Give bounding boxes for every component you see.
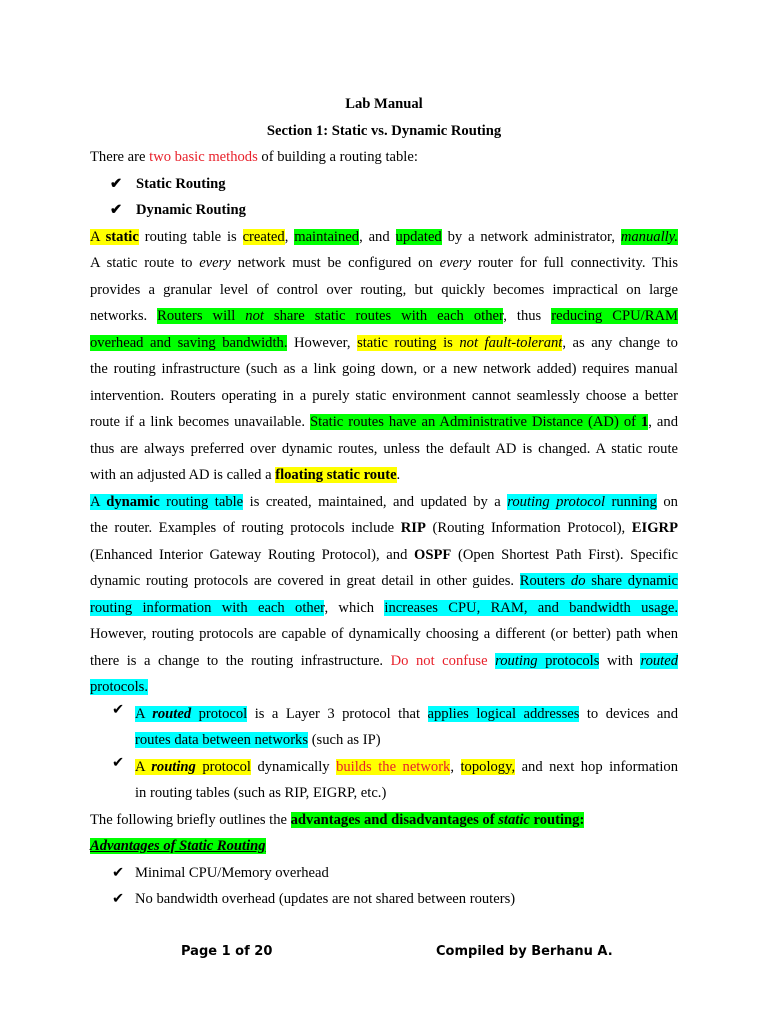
text: router for full connectivity. This <box>471 255 678 271</box>
text-line <box>90 595 678 622</box>
highlight-green: reducing CPU/RAM <box>551 308 678 324</box>
bold-italic-text: routing <box>151 758 196 775</box>
bold-italic-text: routed <box>152 705 192 722</box>
text: A static route to <box>90 255 200 271</box>
italic-text: not fault-tolerant <box>459 334 563 351</box>
text: of building a routing table: <box>257 149 418 165</box>
text: on <box>656 493 678 510</box>
method-item <box>90 171 678 198</box>
text: static routing is <box>357 334 460 351</box>
text-line <box>90 224 678 251</box>
text-line: intervention. Routers operating in a purely static environment cannot seamlessly choose a better <box>90 387 678 404</box>
highlight-cyan: routes data between networks <box>135 732 309 748</box>
advantages-heading <box>90 833 678 860</box>
text: with <box>599 652 641 669</box>
advantage-label: Minimal CPU/Memory overhead <box>135 864 329 881</box>
list-item <box>90 860 678 887</box>
text: network must be configured on <box>230 255 440 271</box>
italic-text: every <box>199 255 231 271</box>
footer-credit: Compiled by Berhanu A. <box>436 944 613 959</box>
highlight-green <box>157 308 503 324</box>
text: , <box>284 228 295 245</box>
highlight-cyan: applies logical addresses <box>427 705 580 722</box>
checkmark-icon: ✔ <box>112 701 125 718</box>
highlight-yellow: created <box>242 228 285 245</box>
text: by a network administrator, <box>441 228 621 245</box>
text: route if a link becomes unavailable. <box>90 414 311 430</box>
bold-text: OSPF <box>414 546 452 563</box>
section-title: Section 1: Static vs. Dynamic Routing <box>266 122 502 139</box>
text: and next hop information <box>515 758 678 775</box>
list-item <box>90 701 678 754</box>
text: Routers <box>519 573 571 589</box>
text: with an adjusted AD is called a <box>90 467 276 483</box>
text: share dynamic <box>585 573 678 589</box>
highlight-yellow: builds the network <box>336 758 451 775</box>
italic-text: static <box>498 811 530 828</box>
text-line <box>90 250 678 277</box>
text: to devices and <box>579 705 678 722</box>
highlight-cyan: routed <box>640 652 678 669</box>
text: dynamically <box>250 758 337 775</box>
italic-text: routing <box>495 652 538 669</box>
italic-text: do <box>570 573 586 589</box>
text: A <box>90 493 107 510</box>
highlight-yellow <box>357 335 562 351</box>
text: dynamic routing protocols are covered in great detail in other guides. <box>90 573 520 589</box>
doc-title: Lab Manual <box>345 96 423 112</box>
highlight-cyan <box>495 653 599 669</box>
highlight-green: maintained <box>294 228 360 245</box>
highlight-cyan <box>507 494 657 510</box>
text-line <box>90 568 678 595</box>
text: The following briefly outlines the <box>90 811 291 828</box>
text: (such as IP) <box>308 732 381 748</box>
dynamic-paragraph <box>90 489 678 701</box>
page-number <box>181 944 272 959</box>
text: A <box>90 228 106 245</box>
text-line: the routing infrastructure (such as a link going down, or a new network added) requires manual <box>90 361 678 377</box>
text-line <box>90 515 678 542</box>
text: there is a change to the routing infrastructure. <box>90 652 391 669</box>
red-text: two basic methods <box>149 149 258 165</box>
outline-line <box>90 807 678 834</box>
page-content <box>90 91 678 913</box>
text: , thus <box>503 308 552 324</box>
method-item <box>90 197 678 224</box>
red-text: Do not confuse <box>390 652 496 669</box>
text: A <box>135 758 152 775</box>
text: routing table <box>159 493 244 510</box>
text-line: thus are always preferred over dynamic routes, unless the default AD is changed. A static route <box>90 440 678 457</box>
bold-text: RIP <box>400 520 426 536</box>
text: of <box>230 944 255 959</box>
highlight-cyan: routing information with each other <box>90 599 325 616</box>
checkmark-icon: ✔ <box>110 175 123 192</box>
static-paragraph <box>90 224 678 489</box>
highlight-green <box>291 812 585 828</box>
text-line <box>90 303 678 330</box>
text-line <box>90 409 678 436</box>
text: 1 <box>221 944 231 959</box>
text: A <box>135 705 153 722</box>
highlight-yellow <box>90 229 139 245</box>
checkmark-icon: ✔ <box>112 754 125 771</box>
list-item <box>90 886 678 913</box>
text: 20 <box>254 944 273 959</box>
italic-text: every <box>439 255 472 271</box>
text: protocol <box>191 705 248 722</box>
text-line <box>90 648 678 675</box>
text: share static routes with each other <box>263 308 504 324</box>
text: , which <box>324 599 385 616</box>
highlight-cyan: increases CPU, RAM, and bandwidth usage. <box>384 599 678 616</box>
highlight-cyan: protocols. <box>90 679 148 695</box>
highlight-green: overhead and saving bandwidth. <box>90 334 288 351</box>
text: There are <box>90 149 150 165</box>
bold-text: static <box>105 228 139 245</box>
method-label: Static Routing <box>136 175 226 192</box>
bold-text: EIGRP <box>631 520 679 536</box>
text-line <box>135 754 678 781</box>
intro-line <box>90 144 678 171</box>
text-line <box>135 701 678 728</box>
highlight-green: Advantages of Static Routing <box>90 838 266 854</box>
text: the router. Examples of routing protocols include <box>90 520 401 536</box>
text-line <box>90 330 678 357</box>
text: (Enhanced Interior Gateway Routing Protocol), and <box>90 546 415 563</box>
highlight-cyan <box>90 494 243 510</box>
checkmark-icon: ✔ <box>110 202 123 218</box>
checkmark-icon: ✔ <box>112 864 125 881</box>
highlight-yellow: topology, <box>460 758 516 775</box>
text: is created, maintained, and updated by a <box>243 493 508 510</box>
text: Static routes have an Administrative Distance (AD) of <box>310 414 641 430</box>
method-label: Dynamic Routing <box>136 202 246 218</box>
text: running <box>605 493 657 510</box>
highlight-yellow <box>135 759 251 775</box>
advantage-label: No bandwidth overhead (updates are not shared between routers) <box>135 891 516 907</box>
bold-text: dynamic <box>106 493 160 510</box>
text: , as any change to <box>562 334 678 351</box>
highlight-green <box>310 414 648 430</box>
list-item <box>90 754 678 807</box>
text-line <box>90 542 678 569</box>
text: is a Layer 3 protocol that <box>247 705 428 722</box>
text: Routers will <box>157 308 246 324</box>
highlight-green: updated <box>395 228 442 245</box>
text: routing <box>529 811 580 828</box>
text: (Open Shortest Path First). Specific <box>451 546 678 563</box>
highlight-cyan <box>135 706 247 722</box>
checkmark-icon: ✔ <box>112 891 125 907</box>
text-line <box>90 489 678 516</box>
text: networks. <box>90 308 158 324</box>
highlight-yellow: floating static route <box>275 467 397 483</box>
text-line: However, routing protocols are capable of dynamically choosing a different (or better) path when <box>90 626 678 642</box>
italic-text: routing protocol <box>507 493 606 510</box>
highlight-green: manually. <box>620 228 678 245</box>
text-line: in routing tables (such as RIP, EIGRP, etc.) <box>135 785 387 801</box>
text: , and <box>648 414 678 430</box>
text: protocol <box>195 758 251 775</box>
text: : <box>579 811 585 828</box>
text: advantages and disadvantages of <box>290 811 499 828</box>
text: , <box>450 758 461 775</box>
text: routing table is <box>138 228 243 245</box>
text: , and <box>359 228 396 245</box>
highlight-cyan <box>520 573 678 589</box>
italic-text: not <box>245 308 264 324</box>
text-line <box>135 727 678 754</box>
text: However, <box>287 334 358 351</box>
text: protocols <box>537 652 600 669</box>
text: . <box>396 467 401 483</box>
bold-text: 1 <box>640 414 649 430</box>
text: (Routing Information Protocol), <box>425 520 632 536</box>
text-line <box>90 674 678 701</box>
text: Page <box>181 944 222 959</box>
text-line: provides a granular level of control over routing, but quickly becomes impractical on large <box>90 281 678 298</box>
text-line <box>90 462 678 489</box>
